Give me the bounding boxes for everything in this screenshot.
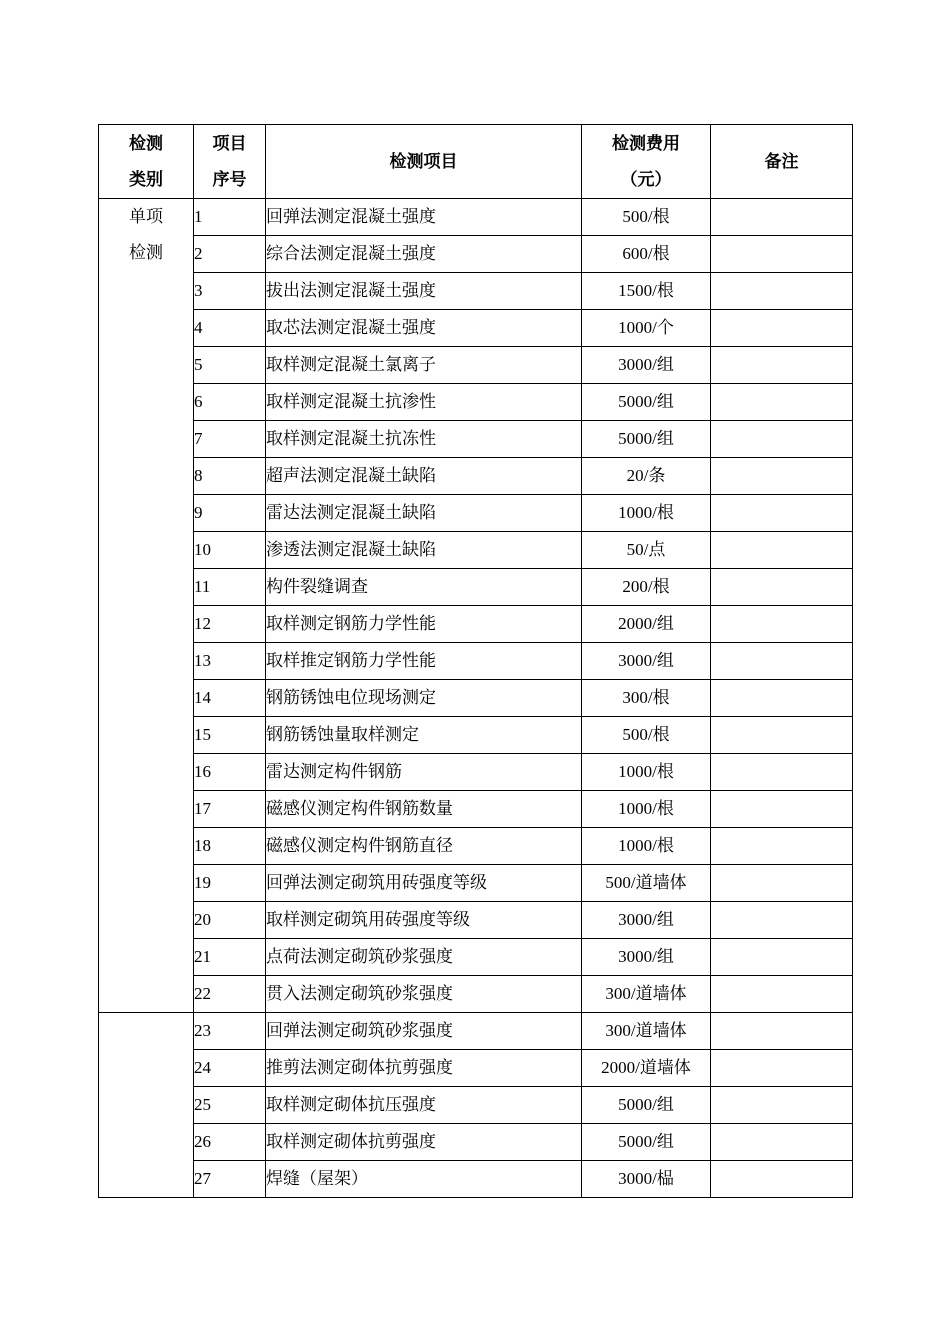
item-cell: 钢筋锈蚀量取样测定 (266, 717, 582, 754)
note-cell (711, 828, 853, 865)
item-cell: 取样测定砌体抗压强度 (266, 1087, 582, 1124)
seq-cell: 4 (194, 310, 266, 347)
note-cell (711, 976, 853, 1013)
fee-cell: 20/条 (582, 458, 711, 495)
item-cell: 点荷法测定砌筑砂浆强度 (266, 939, 582, 976)
header-fee: 检测费用 （元） (582, 125, 711, 199)
seq-cell: 11 (194, 569, 266, 606)
item-cell: 雷达测定构件钢筋 (266, 754, 582, 791)
table-row (99, 1087, 853, 1124)
item-cell: 取样测定混凝土氯离子 (266, 347, 582, 384)
fee-cell: 600/根 (582, 236, 711, 273)
item-cell: 磁感仪测定构件钢筋直径 (266, 828, 582, 865)
item-cell: 焊缝（屋架） (266, 1161, 582, 1198)
category-label: 检测 (129, 243, 163, 262)
seq-cell: 5 (194, 347, 266, 384)
seq-cell: 27 (194, 1161, 266, 1198)
table-row (99, 643, 853, 680)
seq-cell: 20 (194, 902, 266, 939)
seq-cell: 16 (194, 754, 266, 791)
inspection-fee-table (98, 124, 853, 1198)
table-row (99, 902, 853, 939)
table-body (99, 199, 853, 1198)
item-cell: 拔出法测定混凝土强度 (266, 273, 582, 310)
item-cell: 推剪法测定砌体抗剪强度 (266, 1050, 582, 1087)
category-cell (99, 199, 194, 1013)
note-cell (711, 939, 853, 976)
table-row (99, 717, 853, 754)
item-cell: 取样测定混凝土抗冻性 (266, 421, 582, 458)
note-cell (711, 569, 853, 606)
table-row (99, 939, 853, 976)
item-cell: 综合法测定混凝土强度 (266, 236, 582, 273)
fee-cell: 2000/道墙体 (582, 1050, 711, 1087)
seq-cell: 18 (194, 828, 266, 865)
header-note: 备注 (711, 125, 853, 199)
note-cell (711, 865, 853, 902)
fee-cell: 3000/组 (582, 902, 711, 939)
seq-cell: 9 (194, 495, 266, 532)
table-row (99, 421, 853, 458)
item-cell: 取样测定砌体抗剪强度 (266, 1124, 582, 1161)
fee-cell: 1000/根 (582, 754, 711, 791)
fee-cell: 300/根 (582, 680, 711, 717)
item-cell: 取样测定砌筑用砖强度等级 (266, 902, 582, 939)
seq-cell: 17 (194, 791, 266, 828)
seq-cell: 10 (194, 532, 266, 569)
note-cell (711, 199, 853, 236)
table-row (99, 606, 853, 643)
item-cell: 钢筋锈蚀电位现场测定 (266, 680, 582, 717)
table-row (99, 828, 853, 865)
fee-cell: 300/道墙体 (582, 976, 711, 1013)
fee-cell: 500/根 (582, 199, 711, 236)
table-row (99, 236, 853, 273)
table-row (99, 680, 853, 717)
table-row (99, 273, 853, 310)
fee-cell: 3000/组 (582, 643, 711, 680)
note-cell (711, 495, 853, 532)
item-cell: 贯入法测定砌筑砂浆强度 (266, 976, 582, 1013)
table-row (99, 384, 853, 421)
note-cell (711, 902, 853, 939)
table-row (99, 569, 853, 606)
table-row (99, 347, 853, 384)
note-cell (711, 1124, 853, 1161)
note-cell (711, 1161, 853, 1198)
table-row (99, 1161, 853, 1198)
category-cell (99, 1013, 194, 1198)
item-cell: 构件裂缝调查 (266, 569, 582, 606)
note-cell (711, 384, 853, 421)
seq-cell: 15 (194, 717, 266, 754)
note-cell (711, 273, 853, 310)
seq-cell: 24 (194, 1050, 266, 1087)
note-cell (711, 1050, 853, 1087)
note-cell (711, 310, 853, 347)
table-header (99, 125, 853, 199)
note-cell (711, 458, 853, 495)
item-cell: 取样测定混凝土抗渗性 (266, 384, 582, 421)
fee-cell: 1000/根 (582, 791, 711, 828)
item-cell: 取样推定钢筋力学性能 (266, 643, 582, 680)
note-cell (711, 791, 853, 828)
seq-cell: 12 (194, 606, 266, 643)
fee-cell: 3000/组 (582, 939, 711, 976)
fee-cell: 3000/组 (582, 347, 711, 384)
fee-cell: 3000/榀 (582, 1161, 711, 1198)
seq-cell: 14 (194, 680, 266, 717)
header-category: 检测 类别 (99, 125, 194, 199)
fee-cell: 500/道墙体 (582, 865, 711, 902)
table-row (99, 791, 853, 828)
item-cell: 超声法测定混凝土缺陷 (266, 458, 582, 495)
fee-cell: 1000/根 (582, 828, 711, 865)
table-row (99, 976, 853, 1013)
table-row (99, 1124, 853, 1161)
seq-cell: 8 (194, 458, 266, 495)
header-seq: 项目 序号 (194, 125, 266, 199)
fee-cell: 2000/组 (582, 606, 711, 643)
seq-cell: 21 (194, 939, 266, 976)
category-label: 单项 (129, 207, 163, 226)
fee-cell: 1500/根 (582, 273, 711, 310)
item-cell: 雷达法测定混凝土缺陷 (266, 495, 582, 532)
table-row (99, 1013, 853, 1050)
table-row (99, 754, 853, 791)
note-cell (711, 717, 853, 754)
item-cell: 回弹法测定砌筑用砖强度等级 (266, 865, 582, 902)
table-row (99, 199, 853, 236)
fee-cell: 5000/组 (582, 1087, 711, 1124)
note-cell (711, 421, 853, 458)
item-cell: 回弹法测定砌筑砂浆强度 (266, 1013, 582, 1050)
fee-cell: 1000/根 (582, 495, 711, 532)
fee-cell: 5000/组 (582, 1124, 711, 1161)
seq-cell: 7 (194, 421, 266, 458)
table-row (99, 865, 853, 902)
note-cell (711, 643, 853, 680)
fee-cell: 1000/个 (582, 310, 711, 347)
item-cell: 取样测定钢筋力学性能 (266, 606, 582, 643)
seq-cell: 23 (194, 1013, 266, 1050)
item-cell: 磁感仪测定构件钢筋数量 (266, 791, 582, 828)
table-row (99, 458, 853, 495)
note-cell (711, 680, 853, 717)
seq-cell: 6 (194, 384, 266, 421)
fee-cell: 5000/组 (582, 421, 711, 458)
seq-cell: 19 (194, 865, 266, 902)
table-row (99, 310, 853, 347)
seq-cell: 22 (194, 976, 266, 1013)
note-cell (711, 1013, 853, 1050)
note-cell (711, 236, 853, 273)
seq-cell: 3 (194, 273, 266, 310)
seq-cell: 13 (194, 643, 266, 680)
seq-cell: 26 (194, 1124, 266, 1161)
fee-cell: 200/根 (582, 569, 711, 606)
header-item: 检测项目 (266, 125, 582, 199)
fee-cell: 300/道墙体 (582, 1013, 711, 1050)
note-cell (711, 532, 853, 569)
item-cell: 取芯法测定混凝土强度 (266, 310, 582, 347)
note-cell (711, 1087, 853, 1124)
item-cell: 回弹法测定混凝土强度 (266, 199, 582, 236)
note-cell (711, 606, 853, 643)
seq-cell: 25 (194, 1087, 266, 1124)
seq-cell: 1 (194, 199, 266, 236)
header-row (99, 125, 853, 199)
table-row (99, 495, 853, 532)
fee-cell: 50/点 (582, 532, 711, 569)
note-cell (711, 347, 853, 384)
table-row (99, 1050, 853, 1087)
fee-cell: 5000/组 (582, 384, 711, 421)
fee-cell: 500/根 (582, 717, 711, 754)
table-row (99, 532, 853, 569)
note-cell (711, 754, 853, 791)
item-cell: 渗透法测定混凝土缺陷 (266, 532, 582, 569)
seq-cell: 2 (194, 236, 266, 273)
